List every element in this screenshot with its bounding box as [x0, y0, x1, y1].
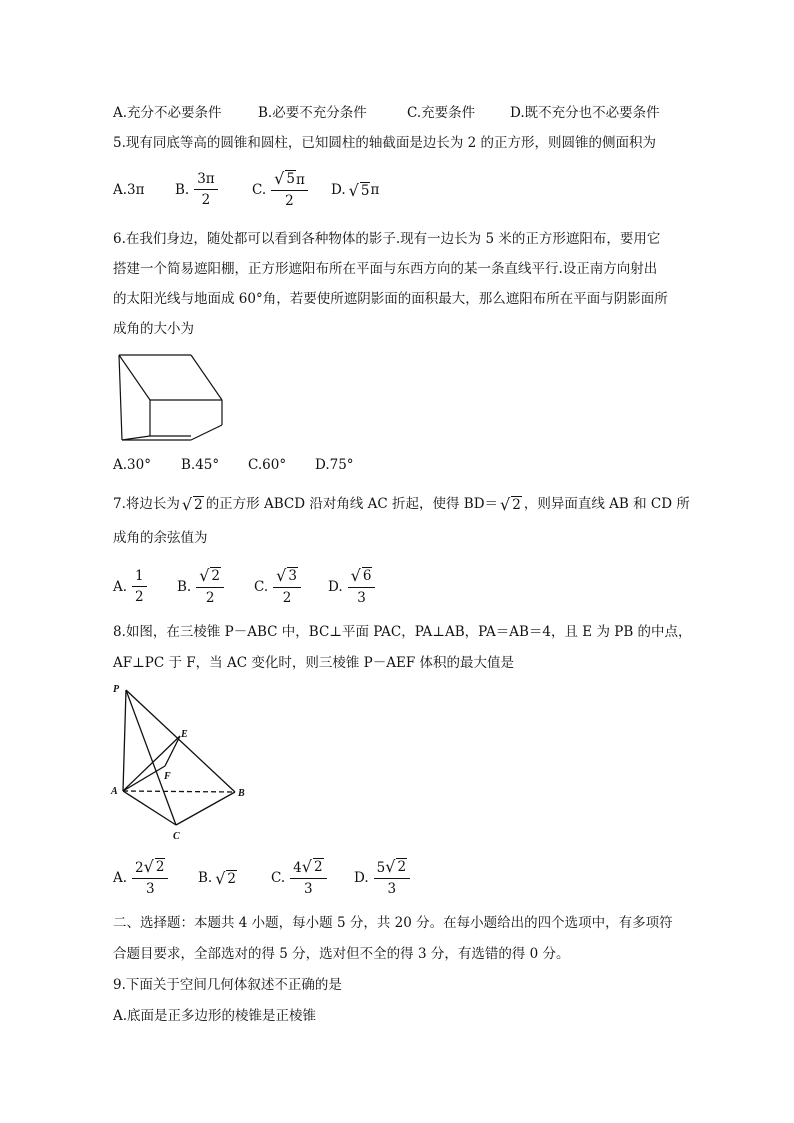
q8-label-e: E — [181, 729, 188, 740]
q6-line-4: 成角的大小为 — [113, 321, 194, 337]
q8-option-b: B. √ 2 — [198, 868, 237, 888]
q6-line-3: 的太阳光线与地面成 60°角，若要使所遮阴影面的面积最大，那么遮阳布所在平面与阴影面所 — [113, 291, 668, 307]
q6-option-b: B.45° — [181, 457, 220, 473]
q7-line-2: 成角的余弦值为 — [113, 530, 208, 546]
q4-option-b: B.必要不充分条件 — [258, 105, 367, 121]
q5-stem: 5.现有同底等高的圆锥和圆柱，已知圆柱的轴截面是边长为 2 的正方形，则圆锥的侧面积为 — [113, 135, 657, 151]
q6-line-2: 搭建一个简易遮阳棚，正方形遮阳布所在平面与东西方向的某一条直线平行.设正南方向射出 — [113, 261, 658, 277]
q6-shade-figure — [112, 352, 228, 444]
q8-pyramid-figure — [108, 680, 258, 845]
q8-line-1: 8.如图，在三棱锥 P－ABC 中，BC⊥平面 PAC，PA⊥AB，PA＝AB＝4，且 E 为 PB 的中点， — [113, 624, 692, 640]
q8-label-f: F — [164, 771, 171, 782]
q7-option-a: A. $\frac{1}{2}$ — [113, 564, 147, 610]
q8-label-c: C — [173, 831, 180, 842]
q9-option-a: A.底面是正多边形的棱锥是正棱锥 — [113, 1008, 317, 1024]
q6-option-d: D.75° — [315, 457, 354, 473]
q4-option-d: D.既不充分也不必要条件 — [510, 105, 660, 121]
q7-option-d: D. √ 6 3 — [328, 564, 375, 610]
q7-line-1: 7.将边长为 √ 2 的正方形 ABCD 沿对角线 AC 折起，使得 BD＝ √ 2 ，则异面直线 AB 和 CD 所 — [113, 494, 690, 514]
q6-option-c: C.60° — [248, 457, 287, 473]
q8-label-a: A — [111, 786, 118, 797]
q5-option-b: B. $\frac{3\pi}{2}$ — [175, 167, 218, 213]
q4-option-c: C.充要条件 — [407, 105, 476, 121]
q7-option-b: B. √ 2 2 — [177, 564, 224, 610]
section2-line-1: 二、选择题：本题共 4 小题，每小题 5 分，共 20 分。在每小题给出的四个选项中，有多项符 — [113, 915, 673, 931]
q5-option-c: C. √ 5 π 2 — [252, 167, 308, 213]
q8-option-d: D. 5 √ 2 3 — [354, 855, 410, 901]
q7-option-c: C. √ 3 2 — [254, 564, 301, 610]
q8-line-2: AF⊥PC 于 F，当 AC 变化时，则三棱锥 P－AEF 体积的最大值是 — [113, 655, 514, 671]
q9-stem: 9.下面关于空间几何体叙述不正确的是 — [113, 977, 342, 993]
q8-option-c: C. 4 √ 2 3 — [271, 855, 327, 901]
q6-option-a: A.30° — [113, 457, 151, 473]
section2-line-2: 合题目要求，全部选对的得 5 分，选对但不全的得 3 分，有选错的得 0 分。 — [113, 946, 570, 962]
q5-option-d: D. √ 5 π — [331, 180, 380, 200]
q6-line-1: 6.在我们身边，随处都可以看到各种物体的影子.现有一边长为 5 米的正方形遮阳布，要用它 — [113, 231, 661, 247]
q4-option-a: A.充分不必要条件 — [113, 105, 222, 121]
q8-label-b: B — [238, 788, 245, 799]
q5-option-a: A.3π — [113, 182, 145, 198]
q8-label-p: P — [113, 684, 120, 695]
q8-option-a: A. 2 √ 2 3 — [113, 855, 168, 901]
